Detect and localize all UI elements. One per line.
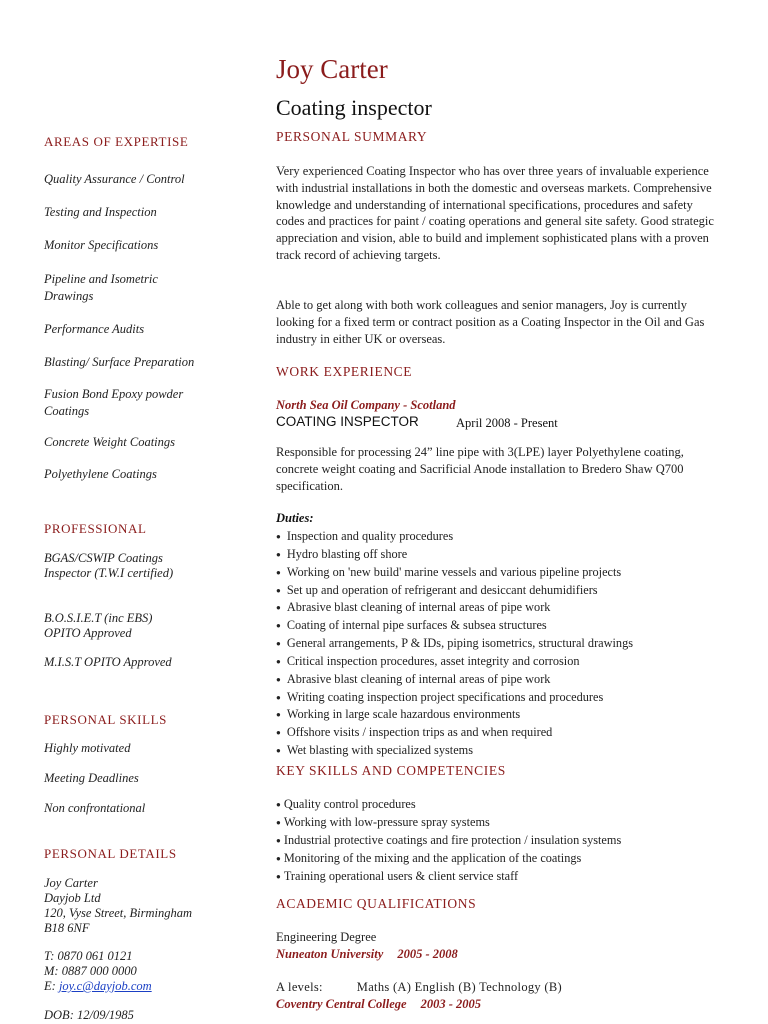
- professional-heading: PROFESSIONAL: [44, 521, 147, 536]
- email-label: E:: [44, 979, 56, 993]
- expertise-item: Monitor Specifications: [44, 238, 159, 252]
- professional-item: M.I.S.T OPITO Approved: [44, 655, 172, 669]
- duty-item: ● Writing coating inspection project specifications and procedures: [276, 689, 726, 707]
- expertise-heading: AREAS OF EXPERTISE: [44, 134, 189, 149]
- professional-item: B.O.S.I.E.T (inc EBS) OPITO Approved: [44, 611, 153, 640]
- personal-skills-heading: PERSONAL SKILLS: [44, 712, 168, 727]
- key-skills-heading: KEY SKILLS AND COMPETENCIES: [276, 763, 506, 778]
- job-title: COATING INSPECTOR: [276, 414, 419, 429]
- work-heading: WORK EXPERIENCE: [276, 364, 413, 379]
- duty-item: ● Wet blasting with specialized systems: [276, 742, 726, 760]
- personal-skill: Non confrontational: [44, 801, 146, 815]
- contact-email-row: [44, 979, 224, 994]
- personal-skill: Highly motivated: [44, 741, 131, 755]
- duty-item: ● Hydro blasting off shore: [276, 546, 726, 564]
- duty-item: ● Abrasive blast cleaning of internal areas of pipe work: [276, 599, 726, 617]
- personal-skill: Meeting Deadlines: [44, 771, 139, 785]
- duty-item: ● Offshore visits / inspection trips as and when required: [276, 724, 726, 742]
- summary-paragraph: Able to get along with both work colleagues and senior managers, Joy is currently looking for a fixed term or contract position as a Coating Inspector in the Oil and Gas industry in either UK or overseas.: [276, 298, 705, 346]
- duty-item: ● Abrasive blast cleaning of internal areas of pipe work: [276, 671, 726, 689]
- college-row: [276, 997, 481, 1012]
- duty-item: ● Critical inspection procedures, asset integrity and corrosion: [276, 653, 726, 671]
- duty-item: ● Set up and operation of refrigerant and desiccant dehumidifiers: [276, 582, 726, 600]
- duty-item: ● Working on 'new build' marine vessels and various pipeline projects: [276, 564, 726, 582]
- duty-item: ● Working in large scale hazardous environments: [276, 706, 726, 724]
- university-row: [276, 947, 458, 962]
- key-skill-item: ● Working with low-pressure spray systems: [276, 814, 726, 832]
- expertise-item: Quality Assurance / Control: [44, 172, 185, 186]
- expertise-item: Fusion Bond Epoxy powder Coatings: [44, 387, 184, 418]
- university-years: 2005 - 2008: [397, 947, 458, 961]
- expertise-item: Concrete Weight Coatings: [44, 435, 176, 449]
- alevels-row: [276, 980, 562, 995]
- key-skills-list: [276, 796, 726, 886]
- contact-mobile: M: 0887 000 0000: [44, 964, 137, 978]
- contact-dob: DOB: 12/09/1985: [44, 1008, 134, 1022]
- academic-heading: ACADEMIC QUALIFICATIONS: [276, 896, 477, 911]
- duty-item: ● General arrangements, P & IDs, piping isometrics, structural drawings: [276, 635, 726, 653]
- employer: North Sea Oil Company - Scotland: [276, 398, 456, 412]
- expertise-item: Testing and Inspection: [44, 205, 157, 219]
- summary-heading: PERSONAL SUMMARY: [276, 129, 428, 144]
- candidate-name: Joy Carter: [276, 54, 388, 84]
- duty-item: ● Coating of internal pipe surfaces & subsea structures: [276, 617, 726, 635]
- expertise-item: Polyethylene Coatings: [44, 467, 157, 481]
- contact-street: 120, Vyse Street, Birmingham: [44, 906, 193, 920]
- job-dates: April 2008 - Present: [456, 416, 558, 430]
- alevels-subjects: Maths (A) English (B) Technology (B): [356, 980, 562, 994]
- contact-postcode: B18 6NF: [44, 921, 90, 935]
- job-responsibility: Responsible for processing 24” line pipe with 3(LPE) layer Polyethylene coating, concrete weight coating and Sacrificial Anode installation to Bredero Shaw Q700 specification.: [276, 445, 684, 493]
- duty-item: ● Inspection and quality procedures: [276, 528, 726, 546]
- key-skill-item: ● Monitoring of the mixing and the application of the coatings: [276, 850, 726, 868]
- duties-list: [276, 528, 726, 760]
- email-link[interactable]: joy.c@dayjob.com: [58, 979, 152, 993]
- degree: Engineering Degree: [276, 930, 377, 944]
- alevels-label: A levels:: [276, 980, 323, 994]
- key-skill-item: ● Industrial protective coatings and fire protection / insulation systems: [276, 832, 726, 850]
- expertise-item: Blasting/ Surface Preparation: [44, 355, 195, 369]
- professional-item: BGAS/CSWIP Coatings Inspector (T.W.I certified): [44, 551, 174, 580]
- summary-paragraph: Very experienced Coating Inspector who has over three years of invaluable experience with industrial installations in both the domestic and overseas markets. Comprehensive knowledge and understanding of international specifications, procedures and safety codes and practices for paint / coating operations and general site safety. Good strategic appreciation and vision, able to build and implement sophisticated plans with a proven track record of achieving targets.: [276, 164, 714, 262]
- college-years: 2003 - 2005: [420, 997, 481, 1011]
- duties-label: Duties:: [276, 511, 314, 525]
- contact-name: Joy Carter: [44, 876, 98, 890]
- key-skill-item: ● Training operational users & client service staff: [276, 868, 726, 886]
- expertise-item: Performance Audits: [44, 322, 145, 336]
- university-name: Nuneaton University: [276, 947, 384, 961]
- contact-company: Dayjob Ltd: [44, 891, 101, 905]
- college-name: Coventry Central College: [276, 997, 407, 1011]
- personal-details-heading: PERSONAL DETAILS: [44, 846, 177, 861]
- job-role: Coating inspector: [276, 95, 432, 120]
- expertise-item: Pipeline and Isometric Drawings: [44, 272, 158, 303]
- key-skill-item: ● Quality control procedures: [276, 796, 726, 814]
- contact-phone: T: 0870 061 0121: [44, 949, 133, 963]
